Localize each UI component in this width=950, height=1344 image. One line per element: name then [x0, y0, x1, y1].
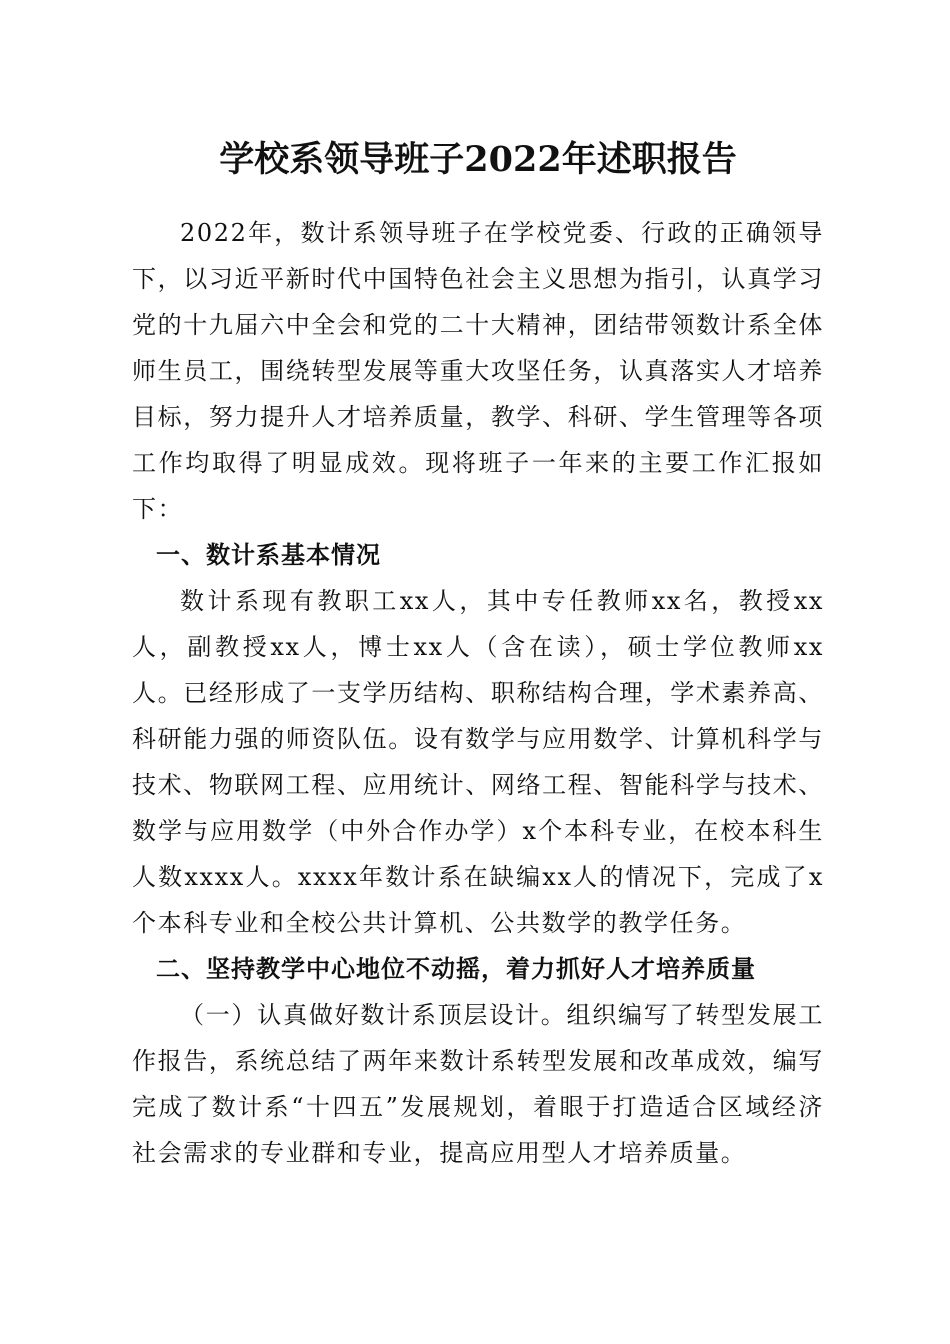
section-2-heading: 二、坚持教学中心地位不动摇，着力抓好人才培养质量 — [156, 955, 756, 983]
document-title: 学校系领导班子2022年述职报告 — [219, 139, 737, 180]
section-1-paragraph: 数计系现有教职工xx人，其中专任教师xx名，教授xx人，副教授xx人，博士xx人（含在读），硕士学位教师xx人。已经形成了一支学历结构、职称结构合理，学术素养高、科研能力强的师资队伍。设有数学与应用数学、计算机科学与技术、物联网工程、应用统计、网络工程、智能科学与技术、数学与应用数学（中外合作办学）x个本科专业，在校本科生人数xxxx人。xxxx年数计系在缺编xx人的情况下，完成了x个本科专业和全校公共计算机、公共数学的教学任务。 — [132, 587, 824, 937]
intro-paragraph: 2022年，数计系领导班子在学校党委、行政的正确领导下，以习近平新时代中国特色社会主义思想为指引，认真学习党的十九届六中全会和党的二十大精神，团结带领数计系全体师生员工，围绕转型发展等重大攻坚任务，认真落实人才培养目标，努力提升人才培养质量，教学、科研、学生管理等各项工作均取得了明显成效。现将班子一年来的主要工作汇报如下： — [132, 219, 824, 523]
section-1-heading: 一、数计系基本情况 — [156, 541, 381, 569]
section-2-paragraph: （一）认真做好数计系顶层设计。组织编写了转型发展工作报告，系统总结了两年来数计系转型发展和改革成效，编写完成了数计系“十四五”发展规划，着眼于打造适合区域经济社会需求的专业群和专业，提高应用型人才培养质量。 — [132, 1001, 824, 1167]
document-body — [132, 210, 824, 1176]
